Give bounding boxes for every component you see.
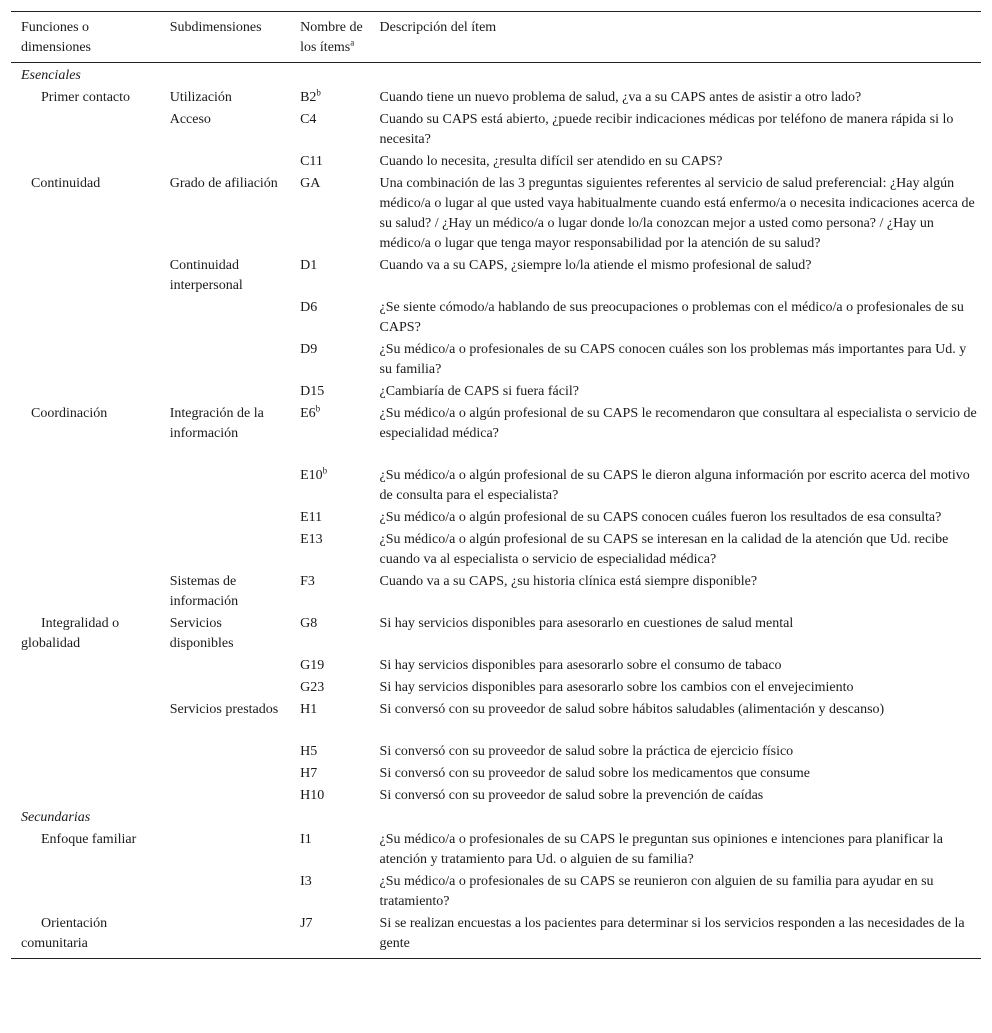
subdimension-cell: Integración de la información bbox=[169, 406, 264, 441]
subdimension-cell: Grado de afiliación bbox=[169, 176, 278, 191]
item-code: H7 bbox=[300, 766, 318, 781]
table-row bbox=[11, 829, 981, 871]
item-description: Si hay servicios disponibles para asesorarlo sobre los cambios con el envejecimiento bbox=[379, 680, 854, 695]
item-code: D1 bbox=[300, 258, 318, 273]
items-table bbox=[11, 11, 981, 959]
item-description: Una combinación de las 3 preguntas siguientes referentes al servicio de salud preferencial: ¿Hay algún médico/a o lugar al que usted vaya habitualmente cuando está enfermo/a o necesita indicaciones acerca de su salud? / ¿Hay un médico/a o lugar donde lo/la conozcan mejor a usted como persona? / ¿Hay un médico/a o lugar que tenga mayor responsabilidad por la atención de su salud? bbox=[379, 176, 975, 251]
item-description: Si conversó con su proveedor de salud sobre la práctica de ejercicio físico bbox=[379, 744, 794, 759]
item-description: Cuando va a su CAPS, ¿su historia clínica está siempre disponible? bbox=[379, 574, 758, 589]
subdimension-cell: Servicios prestados bbox=[169, 702, 279, 717]
item-code: G8 bbox=[300, 616, 318, 631]
item-description: Si se realizan encuestas a los pacientes para determinar si los servicios responden a las necesidades de la gente bbox=[379, 916, 965, 951]
subdimension-cell: Acceso bbox=[169, 112, 211, 127]
subdimension-cell bbox=[160, 913, 290, 959]
subdimension-cell: Servicios disponibles bbox=[169, 616, 234, 651]
item-code: D15 bbox=[300, 384, 325, 399]
item-code: E13 bbox=[300, 532, 323, 547]
item-description: ¿Se siente cómodo/a hablando de sus preocupaciones o problemas con el médico/a o profesionales de su CAPS? bbox=[379, 300, 964, 335]
header-item-description: Descripción del ítem bbox=[379, 20, 497, 35]
item-code: F3 bbox=[300, 574, 315, 589]
table-row bbox=[11, 613, 981, 655]
item-description: Si conversó con su proveedor de salud sobre los medicamentos que consume bbox=[379, 766, 810, 781]
dimension-cell: Coordinación bbox=[31, 406, 108, 421]
item-description: Cuando su CAPS está abierto, ¿puede recibir indicaciones médicas por teléfono de manera rápida si lo necesita? bbox=[379, 112, 954, 147]
item-code: I1 bbox=[300, 832, 312, 847]
item-description: Si hay servicios disponibles para asesorarlo sobre el consumo de tabaco bbox=[379, 658, 782, 673]
item-code: G23 bbox=[300, 680, 325, 695]
subdimension-cell: Utilización bbox=[169, 90, 232, 105]
dimension-cell: Continuidad bbox=[31, 176, 101, 191]
item-description: ¿Su médico/a o algún profesional de su CAPS le dieron alguna información por escrito acerca del motivo de consulta para el especialista? bbox=[379, 468, 970, 503]
table-header-row bbox=[11, 12, 981, 63]
item-code: H10 bbox=[300, 788, 325, 803]
section-row bbox=[11, 63, 981, 88]
item-description: Cuando tiene un nuevo problema de salud, ¿va a su CAPS antes de asistir a otro lado? bbox=[379, 90, 862, 105]
item-description: ¿Su médico/a o algún profesional de su CAPS se interesan en la calidad de la atención que Ud. recibe cuando va al especialista o servicio de especialidad médica? bbox=[379, 532, 949, 567]
section-label-essential: Esenciales bbox=[21, 68, 81, 83]
item-description: ¿Su médico/a o algún profesional de su CAPS le recomendaron que consultara al especialista o servicio de especialidad médica? bbox=[379, 406, 977, 441]
subdimension-cell: Continuidad interpersonal bbox=[169, 258, 243, 293]
item-code: E11 bbox=[300, 510, 323, 525]
item-description: ¿Cambiaría de CAPS si fuera fácil? bbox=[379, 384, 579, 399]
item-code: H5 bbox=[300, 744, 318, 759]
item-description: ¿Su médico/a o profesionales de su CAPS le preguntan sus opiniones e intenciones para planificar la atención y tratamiento para Ud. o alguien de su familia? bbox=[379, 832, 943, 867]
item-description: Si conversó con su proveedor de salud sobre la prevención de caídas bbox=[379, 788, 764, 803]
item-code: D6 bbox=[300, 300, 318, 315]
item-description: Cuando va a su CAPS, ¿siempre lo/la atiende el mismo profesional de salud? bbox=[379, 258, 812, 273]
dimension-cell: Integralidad o globalidad bbox=[21, 616, 120, 651]
item-code: E6$^b$ bbox=[300, 403, 321, 421]
item-code: E10$^b$ bbox=[300, 465, 328, 483]
dimension-cell: Orientación comunitaria bbox=[21, 916, 108, 951]
header-item-names: Nombre de los ítems$^a$ bbox=[300, 20, 363, 55]
item-description: Si conversó con su proveedor de salud sobre hábitos saludables (alimentación y descanso) bbox=[379, 702, 885, 717]
table-row bbox=[11, 87, 981, 109]
item-description: ¿Su médico/a o algún profesional de su CAPS conocen cuáles fueron los resultados de esa consulta? bbox=[379, 510, 942, 525]
item-code: I3 bbox=[300, 874, 312, 889]
item-description: Si hay servicios disponibles para asesorarlo en cuestiones de salud mental bbox=[379, 616, 794, 631]
item-code: G19 bbox=[300, 658, 325, 673]
table-row bbox=[11, 913, 981, 959]
item-code: D9 bbox=[300, 342, 318, 357]
item-description: ¿Su médico/a o profesionales de su CAPS se reunieron con alguien de su familia para ayudar en su tratamiento? bbox=[379, 874, 934, 909]
dimension-cell: Primer contacto bbox=[41, 90, 131, 105]
subdimension-cell bbox=[160, 829, 290, 913]
item-code: C4 bbox=[300, 112, 317, 127]
item-code: GA bbox=[300, 176, 321, 191]
table-row bbox=[11, 173, 981, 255]
table-row bbox=[11, 403, 981, 465]
subdimension-cell: Sistemas de información bbox=[169, 574, 239, 609]
item-description: ¿Su médico/a o profesionales de su CAPS conocen cuáles son los problemas más importantes para Ud. y su familia? bbox=[379, 342, 967, 377]
section-row bbox=[11, 807, 981, 829]
item-description: Cuando lo necesita, ¿resulta difícil ser atendido en su CAPS? bbox=[379, 154, 723, 169]
section-label-secondary: Secundarias bbox=[21, 810, 91, 825]
item-code: H1 bbox=[300, 702, 318, 717]
dimension-cell: Enfoque familiar bbox=[41, 832, 137, 847]
item-code: J7 bbox=[300, 916, 313, 931]
item-code: C11 bbox=[300, 154, 323, 169]
header-subdimensions: Subdimensiones bbox=[169, 20, 262, 35]
item-code: B2$^b$ bbox=[300, 87, 321, 105]
header-dimensions: Funciones o dimensiones bbox=[21, 20, 91, 55]
